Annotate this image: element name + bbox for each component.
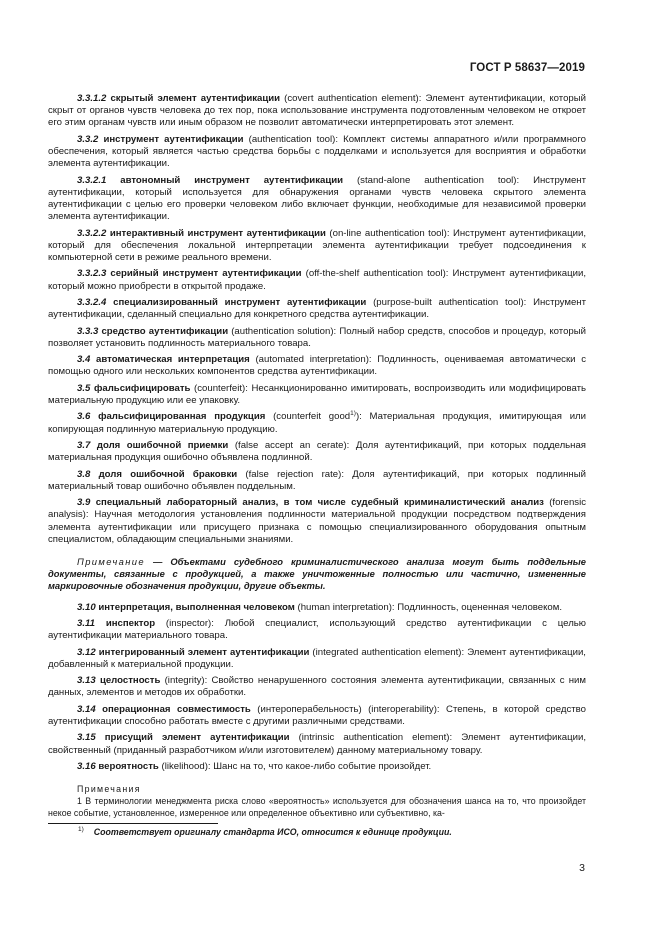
term-number: 3.8 bbox=[77, 468, 91, 480]
term-name: автономный инструмент аутентификации bbox=[120, 174, 344, 186]
term-name: интегрированный элемент аутентификации bbox=[98, 646, 310, 658]
page-number: 3 bbox=[579, 862, 585, 874]
term-number: 3.3.2.3 bbox=[77, 268, 107, 280]
term-definition: (inspector): Любой специалист, использующий средство аутентификации с целью аутентификации материального товара. bbox=[48, 617, 586, 642]
term-entry bbox=[48, 618, 586, 642]
term-number: 3.13 bbox=[77, 675, 96, 687]
term-definition: (authentication solution): Полный набор средств, способов и процедур, который позволяет установить подлинность материального товара. bbox=[48, 325, 586, 349]
footnote-ref: 1) bbox=[350, 410, 356, 418]
term-name: специальный лабораторный анализ, в том числе судебный криминалистический анализ bbox=[95, 497, 544, 509]
term-definition: (false accept an cerate): Доля аутентификаций, при которых поддельная материальная продукция ошибочно объявлена подлинной. bbox=[48, 439, 586, 464]
term-definition: (counterfeit): Несанкционированно имитировать, воспроизводить или модифицировать материальную продукцию или ее упаковку. bbox=[48, 382, 587, 406]
term-name: вероятность bbox=[98, 760, 159, 772]
terms-section bbox=[48, 93, 586, 824]
term-name: интерпретация, выполненная человеком bbox=[98, 601, 295, 613]
term-name: доля ошибочной браковки bbox=[98, 468, 238, 480]
footnote-text: Соответствует оригиналу стандарта ИСО, относится к единице продукции. bbox=[93, 827, 452, 837]
term-number: 3.9 bbox=[77, 497, 91, 509]
term-number: 3.7 bbox=[77, 439, 91, 451]
term-number: 3.3.2 bbox=[77, 133, 99, 145]
term-number: 3.3.2.2 bbox=[77, 227, 107, 239]
term-number: 3.5 bbox=[77, 382, 91, 394]
term-english: (counterfeit good bbox=[265, 411, 351, 423]
term-entry bbox=[48, 704, 586, 728]
term-name: средство аутентификации bbox=[101, 325, 229, 337]
term-number: 3.14 bbox=[77, 703, 96, 715]
term-definition: (authentication tool): Комплект системы аппаратного и/или программного обеспечения, который является частью средства борьбы с подделками и используется для восприятия и обработки элемента аутентификации. bbox=[48, 133, 586, 170]
term-number: 3.11 bbox=[77, 617, 95, 629]
term-definition: (интероперабельность) (interoperability): Степень, в которой средство аутентификации способно работать вместе с другими различными средствами. bbox=[48, 703, 586, 727]
term-name: скрытый элемент аутентификации bbox=[110, 93, 281, 104]
term-entry bbox=[48, 268, 586, 292]
term-definition: (false rejection rate): Доля аутентификаций, при которых подлинный материальный товар ошибочно объявлен поддельным. bbox=[48, 468, 586, 492]
term-definition: (automated interpretation): Подлинность, оцениваемая автоматически с помощью одного или нескольких компонентов средства аутентификации. bbox=[48, 354, 587, 378]
term-entry bbox=[48, 732, 586, 756]
term-name: фальсифицированная продукция bbox=[98, 411, 266, 423]
term-definition: (human interpretation): Подлинность, оцененная человеком. bbox=[294, 601, 563, 613]
term-entry bbox=[48, 761, 586, 773]
term-definition: (integrated authentication element): Элемент аутентификации, добавленный к материальной продукции. bbox=[48, 646, 586, 670]
term-number: 3.12 bbox=[77, 646, 96, 658]
term-definition: (purpose-built authentication tool): Инструмент аутентификации, сделанный специально для конкретного средства аутентификации. bbox=[48, 296, 586, 321]
term-definition: (likelihood): Шанс на то, что какое-либо событие произойдет. bbox=[158, 760, 432, 772]
term-name: серийный инструмент аутентификации bbox=[110, 268, 302, 280]
term-number: 3.3.3 bbox=[77, 325, 99, 337]
term-number: 3.3.2.4 bbox=[77, 296, 107, 308]
term-definition: (forensic analysis): Научная методология установления подлинности материальной продукции посредством подтверждения элемента аутентификации или присущего признака с помощью специализированного оборудования опытным специалистом, обладающим специальными знаниями. bbox=[48, 497, 587, 545]
term-entry bbox=[48, 647, 586, 671]
term-number: 3.4 bbox=[77, 354, 91, 366]
term-definition: ): Материальная продукция, имитирующая или копирующая подлинную материальную продукцию. bbox=[48, 411, 587, 435]
term-number: 3.10 bbox=[77, 601, 96, 613]
term-number: 3.15 bbox=[77, 732, 96, 744]
term-entry bbox=[48, 354, 586, 378]
term-entry bbox=[48, 297, 586, 321]
term-entry bbox=[48, 175, 586, 224]
term-entry bbox=[48, 602, 586, 614]
note-text: Объектами судебного криминалистического анализа могут быть поддельные документы, связанные с продукцией, а также уничтоженные полностью или частично, измененные маркировочные обозначения продукции, другие объекты. bbox=[48, 555, 586, 592]
term-list-1 bbox=[48, 93, 586, 546]
term-name: специализированный инструмент аутентификации bbox=[113, 296, 367, 308]
term-definition: (off-the-shelf authentication tool): Инструмент аутентификации, который можно приобрести в открытой продаже. bbox=[48, 268, 586, 292]
term-name: присущий элемент аутентификации bbox=[104, 732, 290, 744]
standard-designation: ГОСТ Р 58637—2019 bbox=[469, 62, 585, 74]
note-label: Примечание bbox=[77, 555, 145, 567]
term-name: инструмент аутентификации bbox=[103, 133, 244, 145]
term-entry bbox=[48, 675, 586, 699]
term-entry bbox=[48, 383, 586, 407]
term-number: 3.3.2.1 bbox=[77, 174, 107, 186]
term-number: 3.6 bbox=[77, 411, 91, 423]
term-number: 3.16 bbox=[77, 760, 96, 772]
term-definition: (covert authentication element): Элемент аутентификации, который скрыт от органов чувств человека до тех пор, пока использование инструмента подготовленным человеком не откроет его этим органам чувств или иным образом не позволит автоматически интерпретировать этот элемент. bbox=[48, 93, 586, 129]
term-name: операционная совместимость bbox=[102, 703, 251, 715]
term-definition: (intrinsic authentication element): Элемент аутентификации, свойственный (приданный разработчиком и/или изготовителем) данному материальному товару. bbox=[48, 732, 586, 756]
term-definition: (stand-alone authentication tool): Инструмент аутентификации, который используется для обнаружения органами чувств человека скрытого элемента аутентификации с целью его проверки человеком либо включает функции, необходимые для независимой проверки элемента аутентификации. bbox=[48, 174, 586, 223]
term-list-2 bbox=[48, 602, 586, 774]
term-entry bbox=[48, 411, 586, 435]
footnote bbox=[78, 827, 586, 838]
term-entry bbox=[48, 134, 586, 171]
term-entry bbox=[48, 469, 586, 493]
term-definition: (integrity): Свойство ненарушенного состояния элемента аутентификации, связанных с ним данных, элементов и методов их обработки. bbox=[48, 675, 586, 699]
term-entry bbox=[48, 497, 586, 546]
note-dash: — bbox=[145, 555, 171, 567]
term-entry bbox=[48, 440, 586, 464]
notes-item-1: 1 В терминологии менеджмента риска слово «вероятность» используется для обозначения шанса на то, что произойдет некое событие, установленное, измеренное или определенное объективно или субъективно, ка- bbox=[48, 796, 586, 818]
note-block bbox=[48, 556, 586, 593]
term-name: доля ошибочной приемки bbox=[96, 439, 229, 451]
term-name: целостность bbox=[99, 675, 161, 687]
term-definition: (on-line authentication tool): Инструмент аутентификации, который для обеспечения локальной интерпретации элемента аутентификации требует подсоединения к компьютерной сети в режиме реального времени. bbox=[48, 227, 586, 263]
term-entry bbox=[48, 93, 586, 130]
term-name: инспектор bbox=[105, 617, 156, 629]
term-name: фальсифицировать bbox=[93, 382, 191, 394]
term-entry bbox=[48, 228, 586, 265]
term-number: 3.3.1.2 bbox=[77, 93, 107, 104]
footnote-mark: 1) bbox=[78, 826, 84, 834]
footnote-divider bbox=[48, 823, 218, 824]
term-name: интерактивный инструмент аутентификации bbox=[109, 227, 326, 239]
term-entry bbox=[48, 326, 586, 350]
term-name: автоматическая интерпретация bbox=[96, 354, 250, 366]
notes-heading: Примечания bbox=[77, 784, 141, 795]
